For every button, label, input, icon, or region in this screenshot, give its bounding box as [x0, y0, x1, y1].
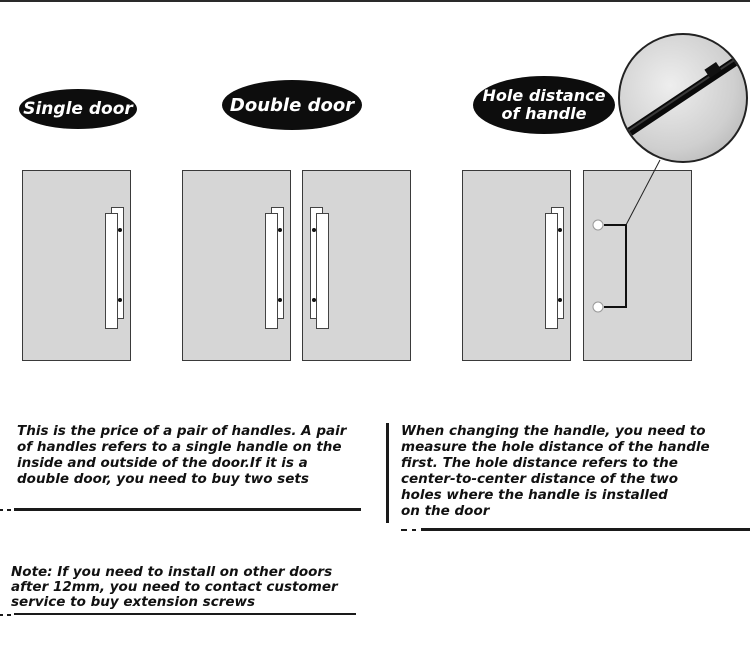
extension-screws-note: Note: If you need to install on other doors after 12mm, you need to contact customer service to buy extension screws	[11, 564, 338, 610]
double-door-badge	[222, 80, 362, 130]
screw-dot	[278, 228, 282, 232]
double-door-label: Double door	[229, 94, 355, 116]
hole-distance-badge	[473, 76, 615, 134]
single-door-badge	[19, 89, 137, 129]
hole-distance-description: When changing the handle, you need to measure the hole distance of the handle first. The hole distance refers to the center-to-center distance of the two holes where the handle is installed on the door	[401, 423, 710, 519]
top-border-line	[0, 0, 750, 2]
hole-distance-label-line2: of handle	[501, 104, 587, 123]
hole-distance-label-line1: Hole distance	[482, 86, 606, 105]
screw-dot	[558, 298, 562, 302]
screw-dot	[278, 298, 282, 302]
hole-right-door-panel	[583, 170, 692, 361]
pair-of-handles-description: This is the price of a pair of handles. A pair of handles refers to a single handle on the inside and outside of the door.If it is a double door, you need to buy two sets	[17, 423, 347, 487]
screw-dot	[118, 298, 122, 302]
screw-dot	[558, 228, 562, 232]
screw-dot	[312, 298, 316, 302]
screw-dot	[312, 228, 316, 232]
single-door-label: Single door	[23, 99, 133, 119]
black-handle-rod-icon	[620, 35, 748, 163]
screw-dot	[118, 228, 122, 232]
handle-closeup-image	[618, 33, 748, 163]
vertical-divider	[386, 423, 389, 523]
